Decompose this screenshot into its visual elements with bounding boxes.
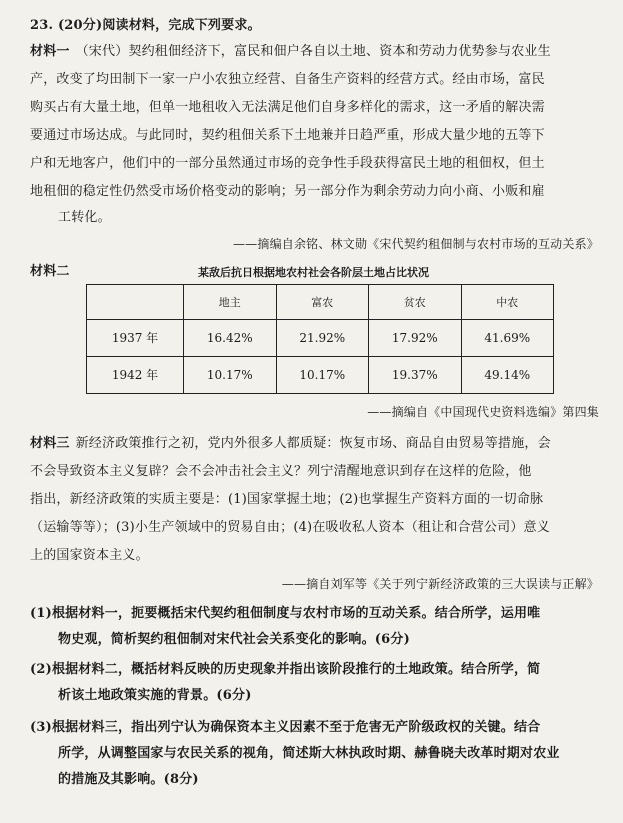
table-row-year: 1937 年 [87, 319, 184, 356]
task-1-line-2: 物史观，简析契约租佃制对宋代社会关系变化的影响。(6分) [58, 632, 410, 647]
table-row [87, 356, 554, 393]
material1-source: ——摘编自余铭、林文勋《宋代契约租佃制与农村市场的互动关系》 [232, 237, 599, 251]
material1-line-6: 地租佃的稳定性仍然受市场价格变动的影响；另一部分作为剩余劳动力向小商、小贩和雇 [30, 184, 545, 199]
land-share-table [86, 284, 554, 394]
task-3-line-3: 的措施及其影响。(8分) [58, 772, 199, 787]
table-header-cell: 富农 [276, 285, 369, 320]
material1-line-2: 产，改变了均田制下一家一户小农独立经营、自备生产资料的经营方式。经由市场，富民 [30, 72, 545, 87]
table-row-year: 1942 年 [87, 356, 184, 393]
table-cell: 41.69% [461, 319, 554, 356]
table-header-row [87, 285, 554, 320]
material3-label: 材料三 [30, 436, 70, 451]
material3-line-4: （运输等等）；(3)小生产领域中的贸易自由；(4)在吸收私人资本（租让和合营公司）意义 [30, 520, 550, 535]
table-cell: 16.42% [184, 319, 277, 356]
task-2-line-2: 析该土地政策实施的背景。(6分) [58, 688, 252, 703]
task-3-line-1: (3)根据材料三，指出列宁认为确保资本主义因素不至于危害无产阶级政权的关键。结合 [30, 720, 541, 735]
table-header-cell: 地主 [184, 285, 277, 320]
task-1-line-1: (1)根据材料一，扼要概括宋代契约租佃制度与农村市场的互动关系。结合所学，运用唯 [30, 606, 541, 621]
material3-source: ——摘自刘军等《关于列宁新经济政策的三大误读与正解》 [281, 577, 599, 591]
material1-line-3: 购买占有大量土地，但单一地租收入无法满足他们自身多样化的需求，这一矛盾的解决需 [30, 100, 545, 115]
material1-text: （宋代）契约租佃经济下，富民和佃户各自以土地、资本和劳动力优势参与农业生 [75, 44, 551, 59]
question-header: 23. (20分)阅读材料，完成下列要求。 [30, 18, 261, 33]
material1-line-7: 工转化。 [58, 210, 111, 225]
table-cell: 10.17% [276, 356, 369, 393]
table-cell: 21.92% [276, 319, 369, 356]
table-cell: 17.92% [369, 319, 462, 356]
table-header-cell [87, 285, 184, 320]
material1-line-4: 要通过市场达成。与此同时，契约租佃关系下土地兼并日趋严重，形成大量少地的五等下 [30, 128, 545, 143]
task-3-line-2: 所学，从调整国家与农民关系的视角，简述斯大林执政时期、赫鲁晓夫改革时期对农业 [58, 746, 560, 761]
table-cell: 10.17% [184, 356, 277, 393]
material3-line-2: 不会导致资本主义复辟？会不会冲击社会主义？列宁清醒地意识到存在这样的危险，他 [30, 464, 532, 479]
table-cell: 19.37% [369, 356, 462, 393]
task-2-line-1: (2)根据材料二，概括材料反映的历史现象并指出该阶段推行的土地政策。结合所学，简 [30, 662, 541, 677]
table-header-cell: 贫农 [369, 285, 462, 320]
material2-label: 材料二 [30, 264, 70, 279]
table-row [87, 319, 554, 356]
material2-source: ——摘编自《中国现代史资料选编》第四集 [367, 405, 599, 419]
material3-line-1 [30, 436, 551, 452]
material3-line-3: 指出，新经济政策的实质主要是：(1)国家掌握土地；(2)也掌握生产资料方面的一切命脉 [30, 492, 544, 507]
material1-label: 材料一 [30, 44, 70, 59]
material3-line-5: 上的国家资本主义。 [30, 548, 149, 563]
material1-line-5: 户和无地客户，他们中的一部分虽然通过市场的竞争性手段获得富民土地的租佃权，但土 [30, 156, 545, 171]
table-cell: 49.14% [461, 356, 554, 393]
material1-line-1 [30, 44, 551, 60]
table-header-cell: 中农 [461, 285, 554, 320]
material3-text: 新经济政策推行之初，党内外很多人都质疑：恢复市场、商品自由贸易等措施，会 [75, 436, 551, 451]
material2-table-title: 某敌后抗日根据地农村社会各阶层土地占比状况 [198, 266, 429, 279]
